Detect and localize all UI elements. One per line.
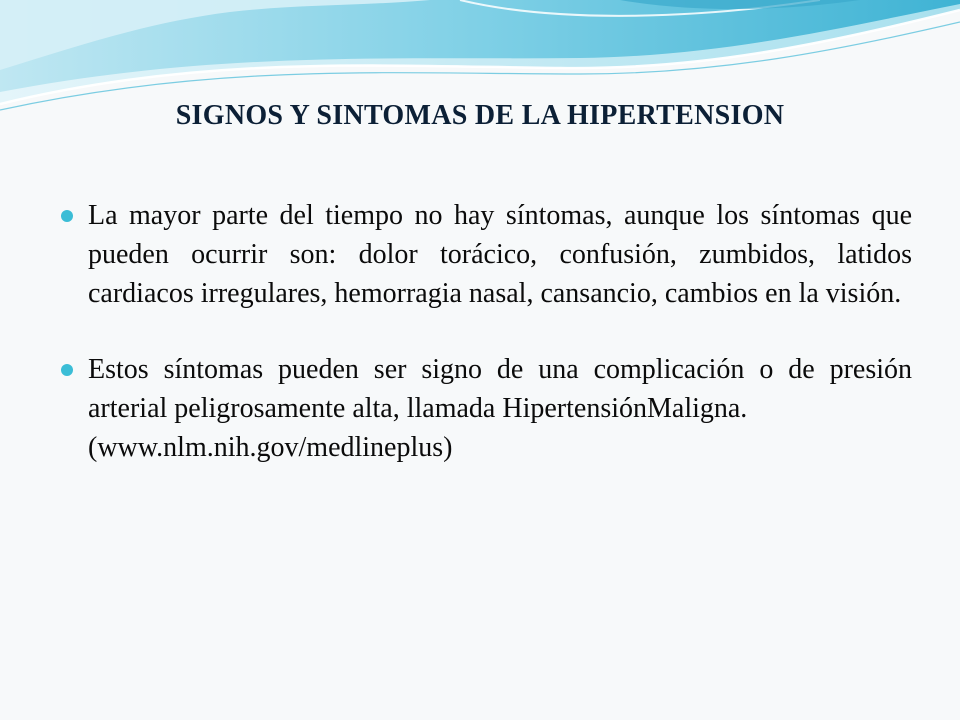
source-citation: (www.nlm.nih.gov/medlineplus) <box>88 432 453 463</box>
slide-title: SIGNOS Y SINTOMAS DE LA HIPERTENSION <box>175 100 785 131</box>
bullet-list <box>60 196 912 504</box>
bullet-text: La mayor parte del tiempo no hay síntomas, aunque los síntomas que pueden ocurrir son: dolor torácico, confusión, zumbidos, latidos cardiacos irregulares, hemorragia nasal, cansancio, cambios en la visión. <box>88 200 912 309</box>
list-item <box>60 350 912 467</box>
bullet-dot-icon <box>61 210 73 222</box>
list-item <box>60 196 912 313</box>
bullet-dot-icon <box>61 364 73 376</box>
bullet-text: Estos síntomas pueden ser signo de una complicación o de presión arterial peligrosamente alta, llamada HipertensiónMaligna. <box>88 354 912 424</box>
